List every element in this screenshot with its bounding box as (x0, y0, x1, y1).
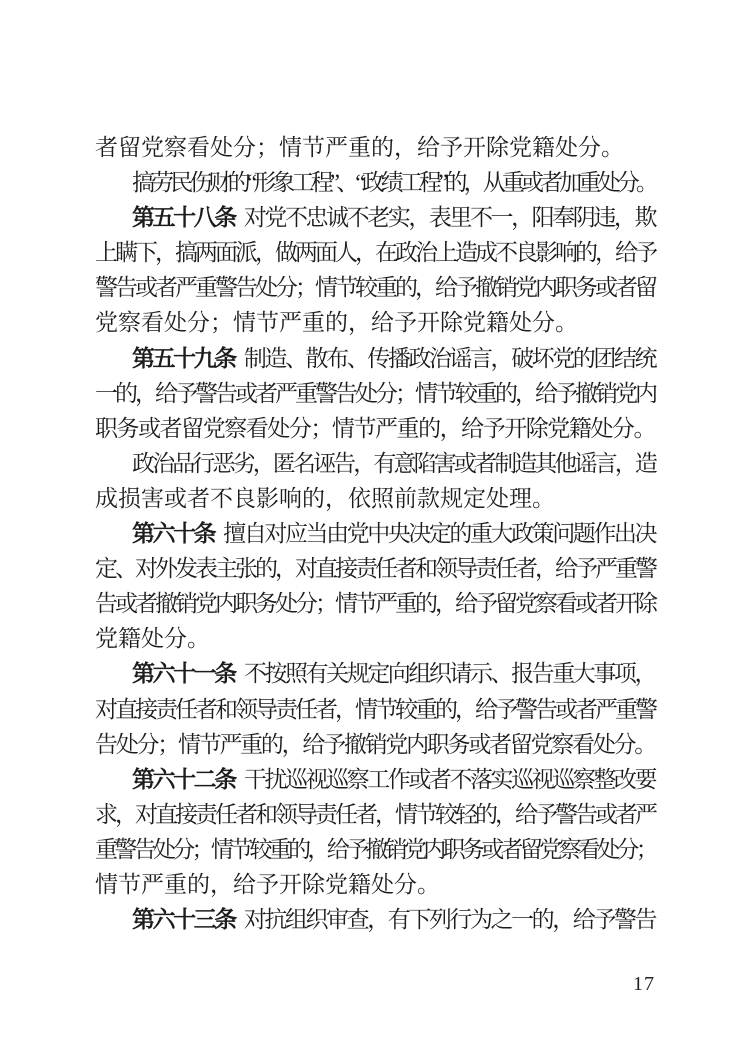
text-line: 党察看处分；情节严重的，给予开除党籍处分。 (95, 310, 578, 336)
text-line: 重警告处分；情节较重的，给予撤销党内职务或者留党察看处分； (95, 836, 656, 862)
text-line: 第五十八条 对党不忠诚不老实，表里不一，阳奉阴违，欺 (132, 205, 656, 231)
text-line: 告处分；情节严重的，给予撤销党内职务或者留党察看处分。 (95, 731, 656, 757)
text-line: 成损害或者不良影响的，依照前款规定处理。 (95, 485, 555, 511)
page-number: 17 (633, 973, 655, 995)
text-line: 一的，给予警告或者严重警告处分；情节较重的，给予撤销党内 (95, 380, 655, 406)
page-text (95, 130, 655, 937)
article-number: 第六十一条 (132, 661, 235, 687)
text-line: 第六十三条 对抗组织审查，有下列行为之一的，给予警告 (132, 907, 656, 933)
text-line: 定、对外发表主张的，对直接责任者和领导责任者，给予严重警 (95, 556, 655, 582)
text-line: 警告或者严重警告处分；情节较重的，给予撤销党内职务或者留 (95, 275, 655, 301)
text-line: 者留党察看处分；情节严重的，给予开除党籍处分。 (95, 135, 624, 160)
text-line: 告或者撤销党内职务处分；情节严重的，给予留党察看或者开除 (95, 591, 655, 617)
article-number: 第五十九条 (132, 345, 235, 371)
text-line: 对直接责任者和领导责任者，情节较重的，给予警告或者严重警 (95, 696, 655, 722)
article-number: 第五十八条 (132, 205, 235, 231)
text-line: 情节严重的，给予开除党籍处分。 (95, 871, 440, 897)
text-line: 求，对直接责任者和领导责任者，情节较轻的，给予警告或者严 (95, 801, 655, 827)
text-line: 第六十二条 干扰巡视巡察工作或者不落实巡视巡察整改要 (132, 766, 656, 792)
text-line: 政治品行恶劣，匿名诬告，有意陷害或者制造其他谣言，造 (132, 450, 656, 476)
text-line: 党籍处分。 (95, 626, 210, 652)
text-line: 职务或者留党察看处分；情节严重的，给予开除党籍处分。 (95, 415, 656, 441)
text-line: 第六十一条 不按照有关规定向组织请示、报告重大事项， (132, 661, 656, 687)
text-line: 搞劳民伤财的“形象工程”、“政绩工程”的，从重或者加重处分。 (132, 170, 655, 196)
text-line: 上瞒下，搞两面派，做两面人，在政治上造成不良影响的，给予 (95, 240, 655, 266)
article-number: 第六十条 (132, 521, 215, 547)
text-line: 第六十条 擅自对应当由党中央决定的重大政策问题作出决 (132, 521, 656, 547)
article-number: 第六十三条 (132, 907, 235, 933)
article-number: 第六十二条 (132, 766, 235, 792)
text-line: 第五十九条 制造、散布、传播政治谣言，破坏党的团结统 (132, 345, 656, 371)
